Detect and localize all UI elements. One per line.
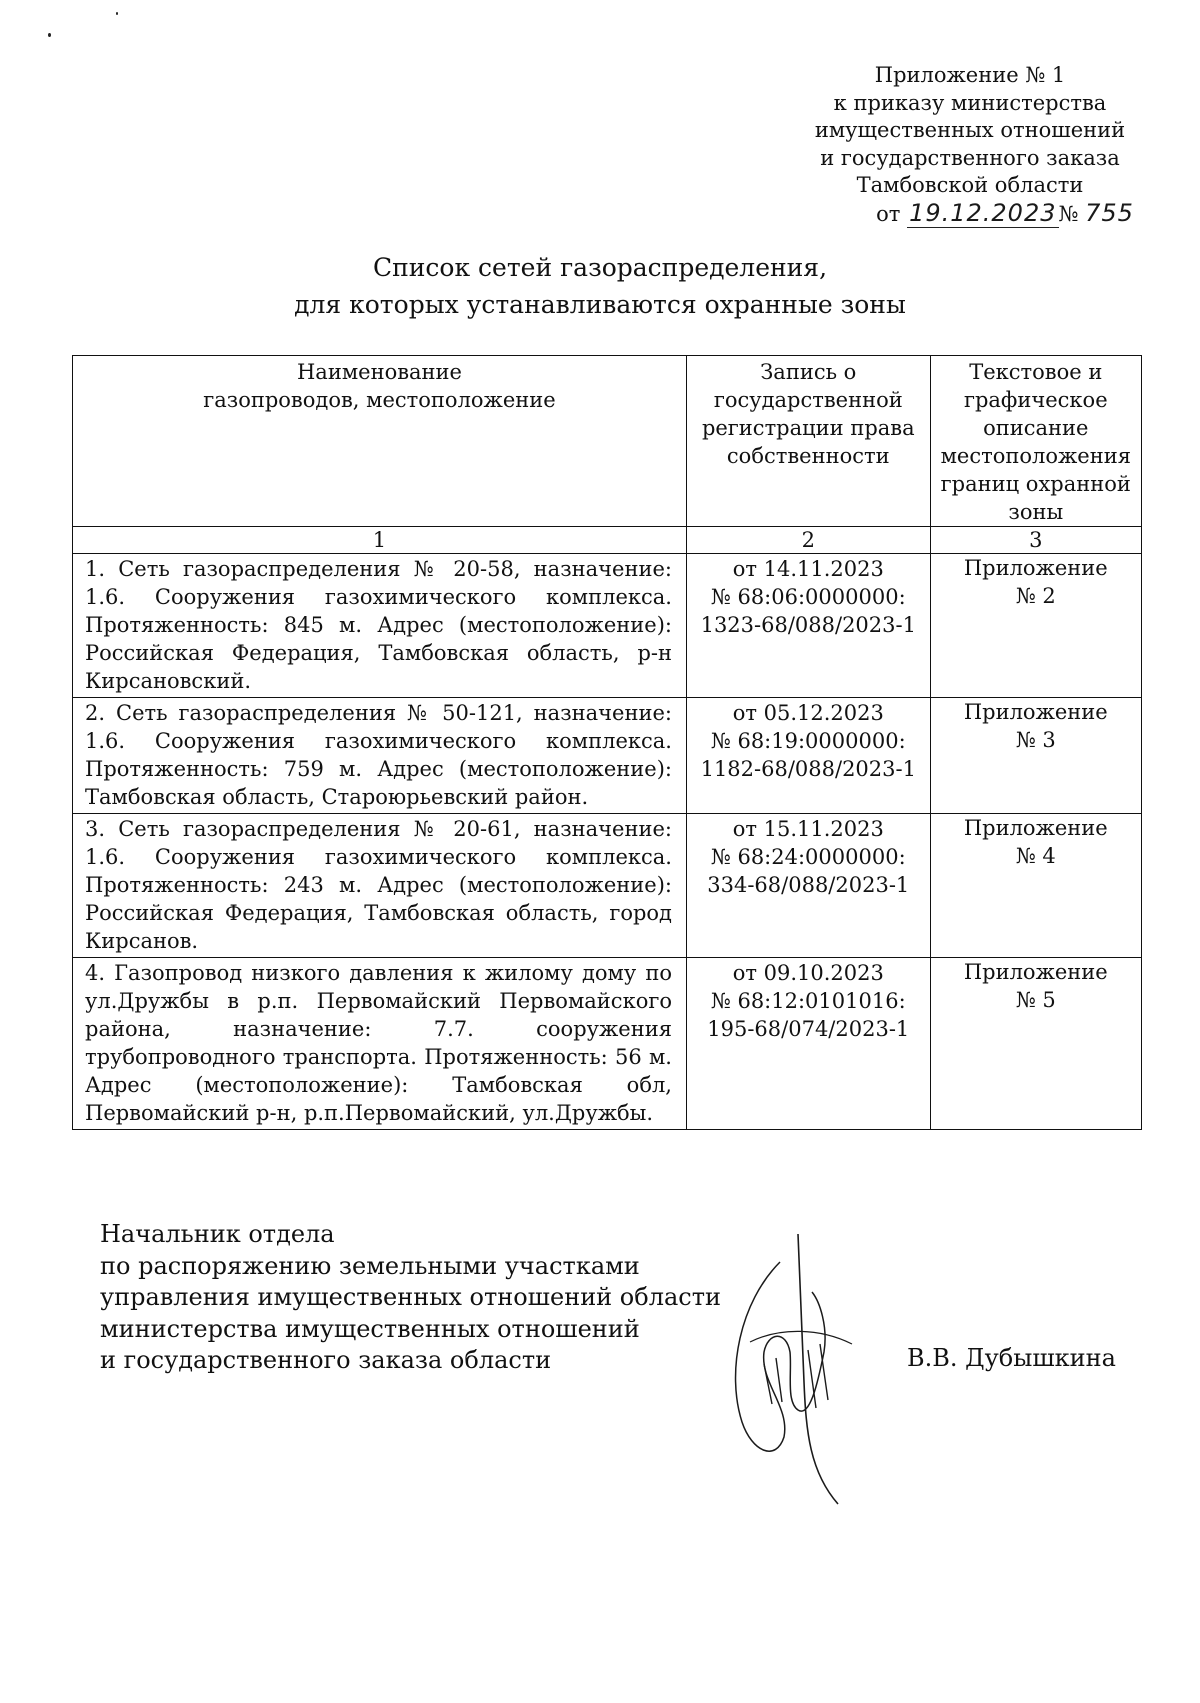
- registration-line: от 09.10.2023: [732, 961, 884, 985]
- handwritten-number: 755: [1085, 198, 1134, 227]
- position-line: и государственного заказа области: [100, 1346, 552, 1374]
- appendix-line: и государственного заказа: [820, 145, 1120, 170]
- appendix-reference: [930, 958, 1141, 1130]
- signer-name: В.В. Дубышкина: [907, 1344, 1116, 1372]
- appendix-line: Приложение № 1: [874, 63, 1066, 87]
- signer-position: [100, 1219, 721, 1377]
- header-text-line: описание: [983, 416, 1089, 440]
- column-number-row: [73, 527, 1142, 554]
- registration-line: от 15.11.2023: [732, 817, 884, 841]
- registration-line: от 14.11.2023: [732, 557, 884, 581]
- registration-line: 1182-68/088/2023-1: [700, 757, 916, 781]
- position-line: по распоряжению земельными участками: [100, 1251, 640, 1280]
- column-number: 2: [686, 527, 930, 554]
- scan-speck: [116, 12, 118, 15]
- registration-line: 334-68/088/2023-1: [707, 873, 910, 897]
- header-text-line: Наименование: [296, 360, 462, 384]
- header-text-line: графическое: [963, 388, 1108, 412]
- registration-line: № 68:06:0000000:: [710, 585, 906, 609]
- registration-record: [686, 814, 930, 958]
- header-text-line: зоны: [1008, 500, 1064, 524]
- number-sign: №: [1058, 201, 1079, 226]
- column-number: 3: [930, 527, 1141, 554]
- scan-speck: [48, 33, 51, 37]
- header-text-line: газопроводов, местоположение: [203, 388, 556, 412]
- appendix-line: к приказу министерства: [833, 90, 1107, 115]
- handwritten-date: 19.12.2023: [909, 198, 1057, 227]
- appendix-line: № 5: [1015, 988, 1056, 1012]
- registration-line: № 68:19:0000000:: [710, 729, 906, 753]
- gas-network-name: 4. Газопровод низкого давления к жилому дому по ул.Дружбы в р.п. Первомайский Первомайского района, назначение: 7.7. сооружения трубопроводного транспорта. Протяженность: 56 м. Адрес (местоположение): Тамбовская обл, Первомайский р-н, р.п.Первомайский, ул.Дружбы.: [73, 958, 687, 1130]
- header-cell-description: [930, 356, 1141, 527]
- registration-record: [686, 698, 930, 814]
- position-line: министерства имущественных отношений: [100, 1314, 640, 1343]
- gas-network-name: 3. Сеть газораспределения № 20-61, назначение: 1.6. Сооружения газохимического комплекса. Протяженность: 243 м. Адрес (местоположение): Российская Федерация, Тамбовская область, город Кирсанов.: [73, 814, 687, 958]
- appendix-reference: [930, 554, 1141, 698]
- column-number: 1: [73, 527, 687, 554]
- header-text-line: Текстовое и: [969, 360, 1103, 384]
- registration-line: 195-68/074/2023-1: [707, 1017, 910, 1041]
- appendix-line: Приложение: [963, 700, 1108, 724]
- table-row: [73, 698, 1142, 814]
- appendix-line: № 4: [1015, 844, 1056, 868]
- position-line: управления имущественных отношений области: [100, 1283, 721, 1311]
- appendix-reference: [930, 698, 1141, 814]
- header-cell-name: [73, 356, 687, 527]
- gas-network-name: 2. Сеть газораспределения № 50-121, назначение: 1.6. Сооружения газохимического комплекса. Протяженность: 759 м. Адрес (местоположение): Тамбовская область, Староюрьевский район.: [73, 698, 687, 814]
- appendix-reference: [930, 814, 1141, 958]
- appendix-line: Тамбовской области: [856, 173, 1084, 197]
- appendix-line: Приложение: [963, 556, 1108, 580]
- header-text-line: собственности: [726, 444, 890, 468]
- appendix-line: Приложение: [963, 960, 1108, 984]
- appendix-header: [800, 62, 1140, 228]
- table-row: [73, 814, 1142, 958]
- table-row: [73, 554, 1142, 698]
- header-text-line: регистрации права: [701, 416, 915, 440]
- registration-line: 1323-68/088/2023-1: [700, 613, 916, 637]
- appendix-line: № 2: [1015, 584, 1056, 608]
- appendix-line: № 3: [1015, 728, 1056, 752]
- document-title-line-1: Список сетей газораспределения,: [372, 253, 828, 282]
- registration-line: № 68:24:0000000:: [710, 845, 906, 869]
- date-prefix: от: [876, 201, 901, 226]
- registration-record: [686, 554, 930, 698]
- order-date-line: [800, 200, 1140, 229]
- gas-networks-table: [72, 355, 1142, 1130]
- appendix-line: имущественных отношений: [814, 118, 1126, 142]
- registration-line: от 05.12.2023: [732, 701, 884, 725]
- header-text-line: границ охранной: [940, 472, 1131, 496]
- header-text-line: государственной: [713, 388, 903, 412]
- header-text-line: Запись о: [760, 360, 857, 384]
- position-line: Начальник отдела: [100, 1220, 335, 1248]
- document-title-line-2: для которых устанавливаются охранные зоны: [294, 290, 906, 319]
- gas-network-name: 1. Сеть газораспределения № 20-58, назначение: 1.6. Сооружения газохимического комплекса. Протяженность: 845 м. Адрес (местоположение): Российская Федерация, Тамбовская область, р-н Кирсановский.: [73, 554, 687, 698]
- appendix-line: Приложение: [963, 816, 1108, 840]
- header-cell-registration: [686, 356, 930, 527]
- table-row: [73, 958, 1142, 1130]
- header-text-line: местоположения: [940, 444, 1131, 468]
- handwritten-signature: [720, 1232, 880, 1507]
- registration-record: [686, 958, 930, 1130]
- registration-line: № 68:12:0101016:: [710, 989, 906, 1013]
- table-header-row: [73, 356, 1142, 527]
